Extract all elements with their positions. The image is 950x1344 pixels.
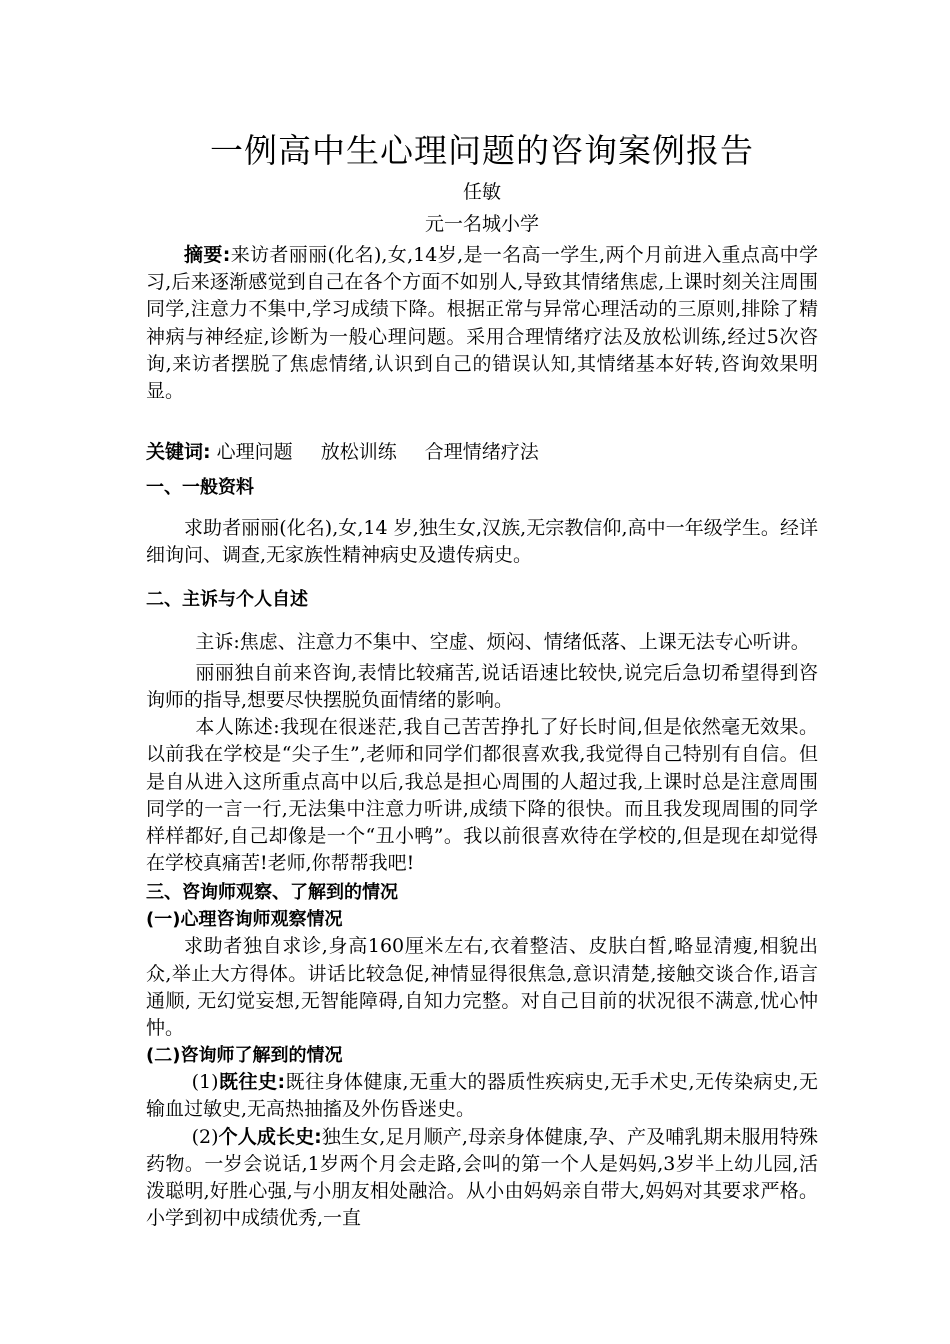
subsection-heading: (一)心理咨询师观察情况 — [146, 909, 343, 931]
author: 任敏 — [462, 181, 501, 203]
abstract-text: 来访者丽丽(化名),女,14岁,是一名高一学生,两个月前进入重点高中学习,后来逐渐感觉到自己在各个方面不如别人,导致其情绪焦虑,上课时刻关注周围同学,注意力不集中,学习成绩下降。根据正常与异常心理活动的三原则,排除了精神病与神经症,诊断为一般心理问题。采用合理情绪疗法及放松训练,经过5次咨询,来访者摆脱了焦虑情绪,认识到自己的错误认知,其情绪基本好转,咨询效果明显。 — [146, 244, 818, 403]
paragraph: 本人陈述:我现在很迷茫,我自己苦苦挣扎了好长时间,但是依然毫无效果。 以前我在学校是“尖子生”,老师和同学们都很喜欢我,我觉得自己特别有自信。但是自从进入这所重点高中以后,我总是担心周围的人超过我,上课时总是注意周围同学的一言一行,无法集中注意力听讲,成绩下降的很快。而且我发现周围的同学样样都好,自己却像是一个“丑小鸭”。我以前很喜欢待在学校的,但是现在却觉得在学校真痛苦!老师,你帮帮我吧! — [146, 716, 818, 875]
item-label: 既往史: — [218, 1071, 286, 1094]
section-heading: 三、咨询师观察、了解到的情况 — [146, 882, 398, 904]
affiliation: 元一名城小学 — [424, 213, 539, 235]
keywords-label: 关键词: — [146, 441, 211, 464]
item-text: 独生女,足月顺产,母亲身体健康,孕、产及哺乳期未服用特殊药物。一岁会说话,1岁两个月会走路,会叫的第一个人是妈妈,3岁半上幼儿园,活泼聪明,好胜心强,与小朋友相处融洽。从小由妈妈亲自带大,妈妈对其要求严格。小学到初中成绩优秀,一直 — [146, 1125, 818, 1230]
keyword-item: 放松训练 — [320, 441, 397, 464]
section-heading: 一、一般资料 — [146, 477, 254, 499]
document-page — [146, 128, 818, 1232]
paragraph-growth — [146, 1124, 818, 1233]
subsection-heading: (二)咨询师了解到的情况 — [146, 1045, 343, 1067]
item-number: (2) — [191, 1125, 219, 1148]
paragraph: 主诉:焦虑、注意力不集中、空虚、烦闷、情绪低落、上课无法专心听讲。 — [195, 630, 810, 653]
item-label: 个人成长史: — [218, 1125, 322, 1148]
page-title: 一例高中生心理问题的咨询案例报告 — [210, 131, 754, 170]
keywords — [146, 439, 818, 466]
abstract-label: 摘要: — [184, 244, 231, 266]
item-number: (1) — [191, 1071, 219, 1094]
paragraph-history — [146, 1069, 818, 1123]
paragraph: 求助者独自求诊,身高160厘米左右,衣着整洁、皮肤白皙,略显清瘦,相貌出众,举止大方得体。讲话比较急促,神情显得很焦急,意识清楚,接触交谈合作,语言通顺, 无幻觉妄想,无智能障碍,自知力完整。对自己目前的状况很不满意,忧心忡忡。 — [146, 935, 818, 1040]
section-heading: 二、主诉与个人自述 — [146, 588, 308, 610]
keyword-item: 心理问题 — [216, 441, 293, 464]
item-text: 既往身体健康,无重大的器质性疾病史,无手术史,无传染病史,无输血过敏史,无高热抽搐及外伤昏迷史。 — [146, 1071, 818, 1121]
paragraph: 丽丽独自前来咨询,表情比较痛苦,说话语速比较快,说完后急切希望得到咨询师的指导,想要尽快摆脱负面情绪的影响。 — [146, 661, 818, 712]
abstract — [146, 242, 818, 405]
paragraph: 求助者丽丽(化名),女,14 岁,独生女,汉族,无宗教信仰,高中一年级学生。经详细询问、调查,无家族性精神病史及遗传病史。 — [146, 517, 818, 567]
keyword-item: 合理情绪疗法 — [424, 441, 539, 464]
